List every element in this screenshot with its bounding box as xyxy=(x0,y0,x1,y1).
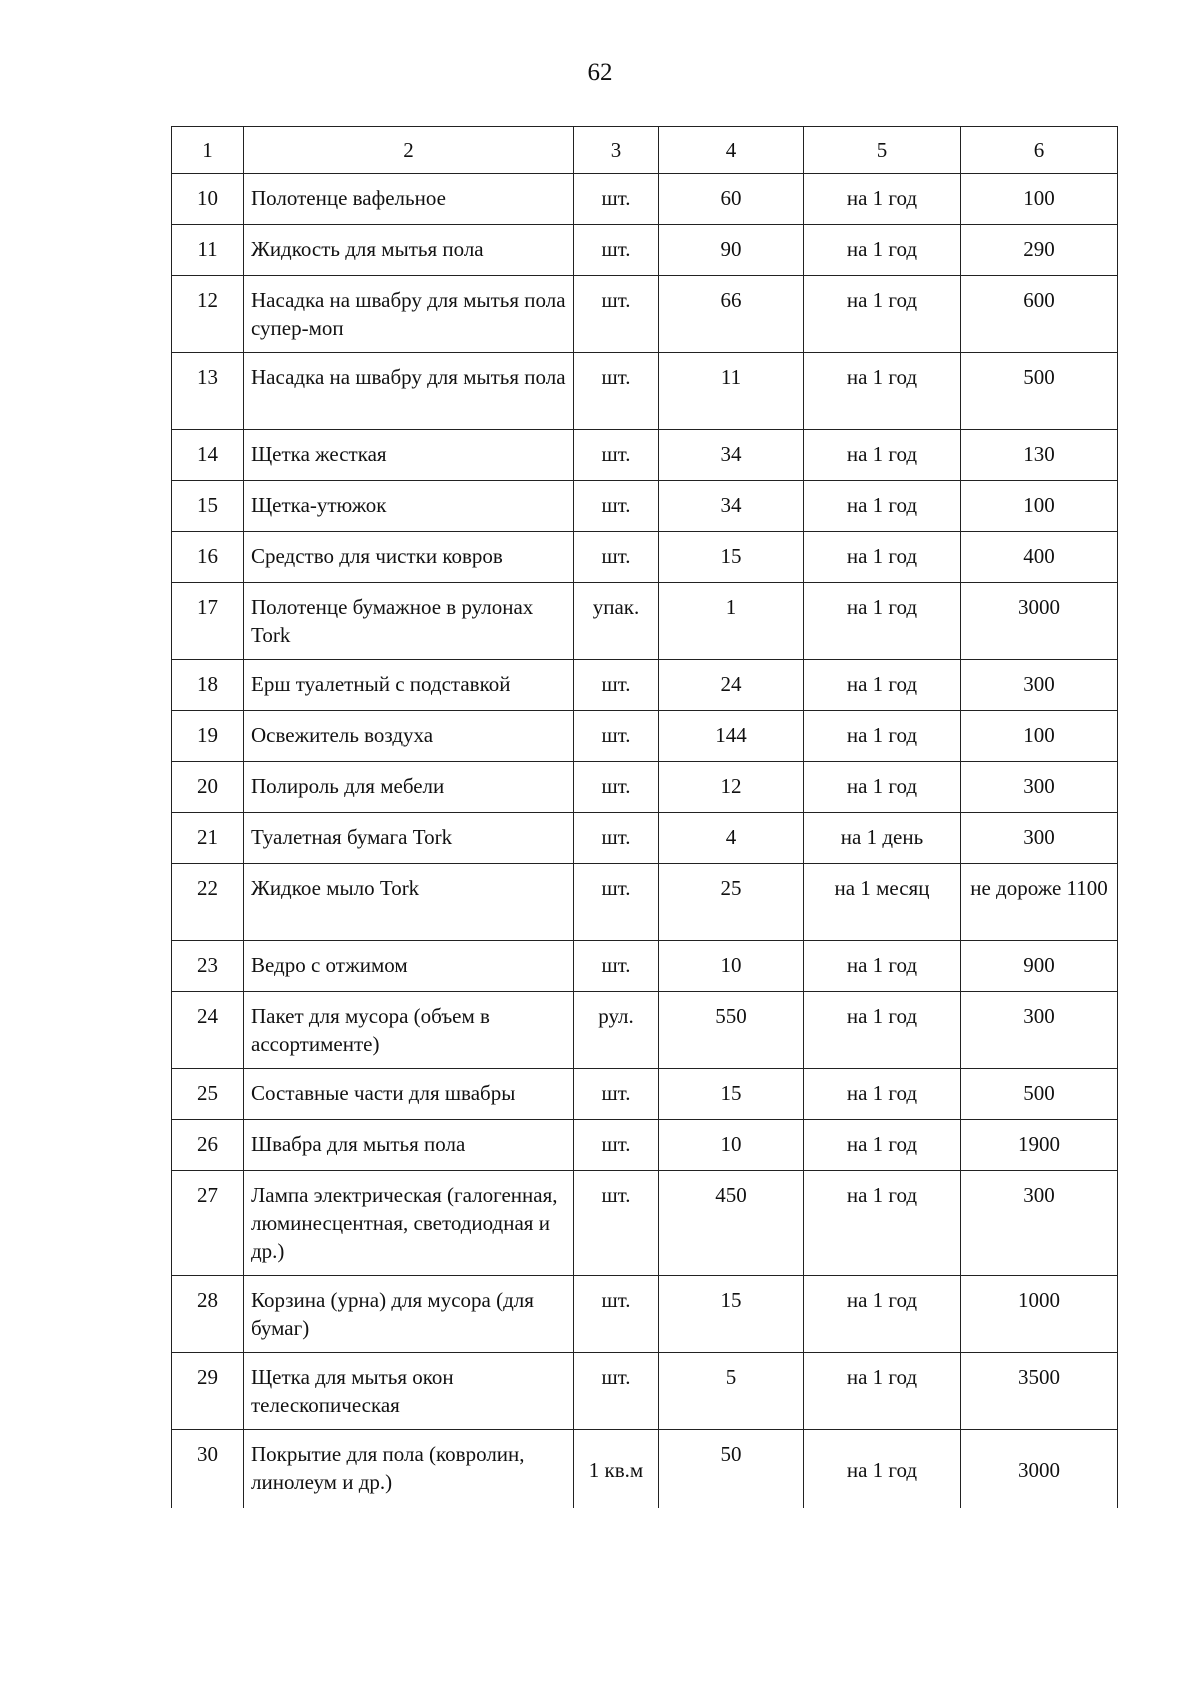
table-row xyxy=(172,1069,1118,1120)
item-name: Освежитель воздуха xyxy=(244,711,574,762)
supplies-table xyxy=(171,126,1118,1508)
item-period: на 1 год xyxy=(804,174,961,225)
item-period: на 1 год xyxy=(804,1353,961,1430)
item-name: Покрытие для пола (ковролин, линолеум и др.) xyxy=(244,1430,574,1509)
row-number: 18 xyxy=(172,660,244,711)
item-quantity: 4 xyxy=(659,813,804,864)
item-name: Средство для чистки ковров xyxy=(244,532,574,583)
table-row xyxy=(172,174,1118,225)
table-row xyxy=(172,1120,1118,1171)
item-unit: шт. xyxy=(574,660,659,711)
item-price: 100 xyxy=(961,711,1118,762)
item-unit: шт. xyxy=(574,864,659,941)
table-row xyxy=(172,660,1118,711)
row-number: 22 xyxy=(172,864,244,941)
item-unit: шт. xyxy=(574,941,659,992)
item-quantity: 1 xyxy=(659,583,804,660)
item-price: 290 xyxy=(961,225,1118,276)
item-unit: шт. xyxy=(574,532,659,583)
item-price: не дороже 1100 xyxy=(961,864,1118,941)
table-row xyxy=(172,532,1118,583)
item-unit: рул. xyxy=(574,992,659,1069)
item-name: Щетка-утюжок xyxy=(244,481,574,532)
item-unit: шт. xyxy=(574,430,659,481)
item-name: Насадка на швабру для мытья пола супер-моп xyxy=(244,276,574,353)
item-quantity: 12 xyxy=(659,762,804,813)
item-name: Жидкость для мытья пола xyxy=(244,225,574,276)
item-name: Жидкое мыло Tork xyxy=(244,864,574,941)
item-quantity: 15 xyxy=(659,1276,804,1353)
item-name: Полироль для мебели xyxy=(244,762,574,813)
item-quantity: 550 xyxy=(659,992,804,1069)
item-period: на 1 год xyxy=(804,225,961,276)
item-quantity: 66 xyxy=(659,276,804,353)
row-number: 12 xyxy=(172,276,244,353)
row-number: 25 xyxy=(172,1069,244,1120)
row-number: 23 xyxy=(172,941,244,992)
row-number: 13 xyxy=(172,353,244,430)
item-price: 300 xyxy=(961,813,1118,864)
item-quantity: 50 xyxy=(659,1430,804,1509)
column-header: 4 xyxy=(659,127,804,174)
item-price: 400 xyxy=(961,532,1118,583)
item-period: на 1 год xyxy=(804,992,961,1069)
row-number: 30 xyxy=(172,1430,244,1509)
item-quantity: 15 xyxy=(659,1069,804,1120)
item-name: Ерш туалетный с подставкой xyxy=(244,660,574,711)
item-price: 1900 xyxy=(961,1120,1118,1171)
item-period: на 1 год xyxy=(804,430,961,481)
row-number: 20 xyxy=(172,762,244,813)
item-quantity: 5 xyxy=(659,1353,804,1430)
table-row xyxy=(172,992,1118,1069)
item-quantity: 10 xyxy=(659,941,804,992)
row-number: 26 xyxy=(172,1120,244,1171)
item-period: на 1 год xyxy=(804,1276,961,1353)
item-period: на 1 год xyxy=(804,941,961,992)
item-quantity: 34 xyxy=(659,430,804,481)
row-number: 11 xyxy=(172,225,244,276)
item-unit: упак. xyxy=(574,583,659,660)
item-quantity: 34 xyxy=(659,481,804,532)
item-period: на 1 год xyxy=(804,481,961,532)
item-price: 100 xyxy=(961,481,1118,532)
table-row xyxy=(172,813,1118,864)
item-unit: шт. xyxy=(574,353,659,430)
row-number: 28 xyxy=(172,1276,244,1353)
supplies-table-container xyxy=(171,126,1117,1508)
item-name: Туалетная бумага Tork xyxy=(244,813,574,864)
item-period: на 1 год xyxy=(804,1171,961,1276)
item-unit: шт. xyxy=(574,762,659,813)
row-number: 19 xyxy=(172,711,244,762)
table-row xyxy=(172,1276,1118,1353)
row-number: 17 xyxy=(172,583,244,660)
item-name: Швабра для мытья пола xyxy=(244,1120,574,1171)
item-price: 3000 xyxy=(961,1430,1118,1509)
item-period: на 1 год xyxy=(804,1430,961,1509)
item-price: 300 xyxy=(961,660,1118,711)
item-unit: шт. xyxy=(574,1353,659,1430)
item-unit: шт. xyxy=(574,174,659,225)
table-row xyxy=(172,430,1118,481)
column-header: 2 xyxy=(244,127,574,174)
item-name: Лампа электрическая (галогенная, люминесцентная, светодиодная и др.) xyxy=(244,1171,574,1276)
item-period: на 1 год xyxy=(804,1069,961,1120)
item-period: на 1 год xyxy=(804,660,961,711)
item-price: 600 xyxy=(961,276,1118,353)
item-unit: 1 кв.м xyxy=(574,1430,659,1509)
item-name: Полотенце бумажное в рулонах Tork xyxy=(244,583,574,660)
item-unit: шт. xyxy=(574,225,659,276)
item-quantity: 10 xyxy=(659,1120,804,1171)
table-row xyxy=(172,711,1118,762)
table-row xyxy=(172,1430,1118,1509)
column-header: 5 xyxy=(804,127,961,174)
table-row xyxy=(172,1353,1118,1430)
item-period: на 1 год xyxy=(804,276,961,353)
item-period: на 1 месяц xyxy=(804,864,961,941)
table-row xyxy=(172,225,1118,276)
item-price: 300 xyxy=(961,762,1118,813)
item-name: Пакет для мусора (объем в ассортименте) xyxy=(244,992,574,1069)
row-number: 24 xyxy=(172,992,244,1069)
item-name: Составные части для швабры xyxy=(244,1069,574,1120)
item-unit: шт. xyxy=(574,276,659,353)
item-name: Корзина (урна) для мусора (для бумаг) xyxy=(244,1276,574,1353)
item-price: 500 xyxy=(961,353,1118,430)
item-name: Полотенце вафельное xyxy=(244,174,574,225)
row-number: 14 xyxy=(172,430,244,481)
item-quantity: 90 xyxy=(659,225,804,276)
item-price: 3500 xyxy=(961,1353,1118,1430)
page-number: 62 xyxy=(587,59,613,86)
table-row xyxy=(172,583,1118,660)
item-quantity: 11 xyxy=(659,353,804,430)
row-number: 21 xyxy=(172,813,244,864)
column-header: 1 xyxy=(172,127,244,174)
item-unit: шт. xyxy=(574,1276,659,1353)
item-price: 1000 xyxy=(961,1276,1118,1353)
table-row xyxy=(172,353,1118,430)
item-name: Ведро с отжимом xyxy=(244,941,574,992)
row-number: 16 xyxy=(172,532,244,583)
row-number: 29 xyxy=(172,1353,244,1430)
item-price: 3000 xyxy=(961,583,1118,660)
item-quantity: 15 xyxy=(659,532,804,583)
item-period: на 1 год xyxy=(804,353,961,430)
item-unit: шт. xyxy=(574,1069,659,1120)
item-quantity: 24 xyxy=(659,660,804,711)
item-quantity: 144 xyxy=(659,711,804,762)
item-period: на 1 год xyxy=(804,762,961,813)
item-quantity: 60 xyxy=(659,174,804,225)
item-name: Насадка на швабру для мытья пола xyxy=(244,353,574,430)
row-number: 15 xyxy=(172,481,244,532)
item-unit: шт. xyxy=(574,813,659,864)
item-price: 300 xyxy=(961,1171,1118,1276)
item-name: Щетка для мытья окон телескопическая xyxy=(244,1353,574,1430)
item-unit: шт. xyxy=(574,711,659,762)
item-period: на 1 день xyxy=(804,813,961,864)
item-period: на 1 год xyxy=(804,1120,961,1171)
table-row xyxy=(172,276,1118,353)
item-unit: шт. xyxy=(574,481,659,532)
column-header: 3 xyxy=(574,127,659,174)
item-period: на 1 год xyxy=(804,711,961,762)
item-period: на 1 год xyxy=(804,583,961,660)
table-row xyxy=(172,941,1118,992)
column-header: 6 xyxy=(961,127,1118,174)
table-header-row xyxy=(172,127,1118,174)
item-quantity: 450 xyxy=(659,1171,804,1276)
item-price: 900 xyxy=(961,941,1118,992)
item-price: 300 xyxy=(961,992,1118,1069)
table-row xyxy=(172,762,1118,813)
table-row xyxy=(172,1171,1118,1276)
item-period: на 1 год xyxy=(804,532,961,583)
item-unit: шт. xyxy=(574,1171,659,1276)
item-unit: шт. xyxy=(574,1120,659,1171)
item-name: Щетка жесткая xyxy=(244,430,574,481)
item-price: 130 xyxy=(961,430,1118,481)
row-number: 27 xyxy=(172,1171,244,1276)
item-quantity: 25 xyxy=(659,864,804,941)
table-row xyxy=(172,481,1118,532)
table-row xyxy=(172,864,1118,941)
item-price: 100 xyxy=(961,174,1118,225)
row-number: 10 xyxy=(172,174,244,225)
item-price: 500 xyxy=(961,1069,1118,1120)
